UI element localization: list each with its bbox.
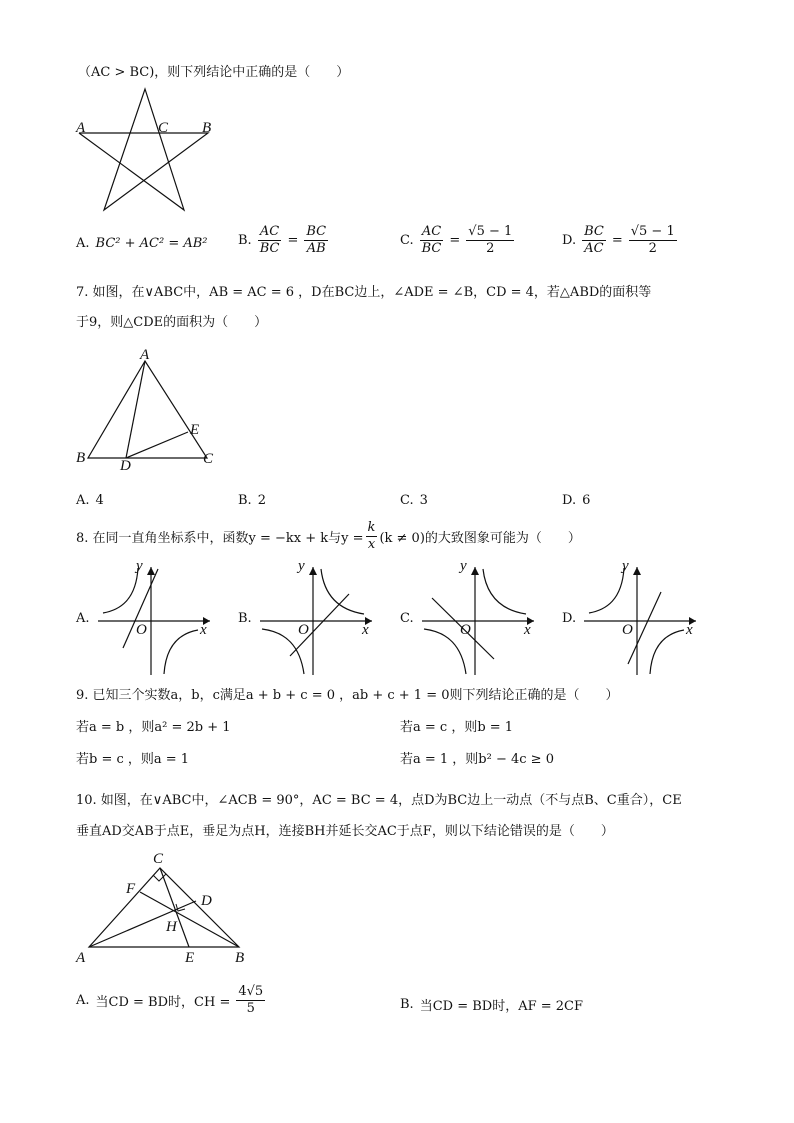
q10-label-c: C bbox=[153, 851, 164, 867]
q10-option-b[interactable]: B. 当CD = BD时，AF = 2CF bbox=[400, 997, 583, 1014]
q10-label-h: H bbox=[166, 919, 177, 935]
svg-text:x: x bbox=[200, 622, 207, 638]
svg-text:y: y bbox=[298, 558, 305, 574]
q8-option-d-letter[interactable]: D. bbox=[562, 611, 577, 626]
q8-option-a-letter[interactable]: A. bbox=[76, 611, 90, 626]
svg-text:O: O bbox=[460, 622, 471, 638]
q7-option-c[interactable]: C. 3 bbox=[400, 493, 428, 508]
svg-text:x: x bbox=[686, 622, 693, 638]
svg-text:O: O bbox=[298, 622, 309, 638]
q6-label-c: C bbox=[158, 120, 169, 136]
svg-text:y: y bbox=[460, 558, 467, 574]
q6-option-c[interactable]: C. $\frac{AC}{BC}$ = $\frac{√5 - 1}{2}$ bbox=[400, 224, 513, 256]
q6-option-d[interactable]: D. $\frac{BC}{AC}$ = $\frac{√5 - 1}{2}$ bbox=[562, 224, 675, 256]
q9-option-c[interactable]: 若b = c ，则a = 1 bbox=[76, 752, 190, 767]
q7-option-b[interactable]: B. 2 bbox=[238, 493, 266, 508]
q9-stem: 9. 已知三个实数a，b，c满足a + b + c = 0 ，ab + c + 1 = 0则下列结论正确的是（ ） bbox=[76, 688, 619, 703]
q8-option-c-letter[interactable]: C. bbox=[400, 611, 414, 626]
q7-label-e: E bbox=[190, 422, 200, 438]
q7-stem-line2: 于9，则△CDE的面积为（ ） bbox=[76, 315, 268, 330]
q7-label-d: D bbox=[120, 458, 131, 474]
q10-label-a: A bbox=[76, 950, 86, 966]
q9-option-a[interactable]: 若a = b ，则a² = 2b + 1 bbox=[76, 720, 231, 735]
svg-text:O: O bbox=[136, 622, 147, 638]
q10-label-d: D bbox=[201, 893, 212, 909]
q7-label-a: A bbox=[140, 347, 150, 363]
q7-option-d[interactable]: D. 6 bbox=[562, 493, 591, 508]
q6-option-b[interactable]: B. $\frac{AC}{BC}$ = $\frac{BC}{AB}$ bbox=[238, 224, 327, 256]
svg-text:y: y bbox=[136, 558, 143, 574]
q10-option-a[interactable]: A. 当CD = BD时，CH = $\frac{4√5}{5}$ bbox=[76, 984, 264, 1016]
q10-stem-line1: 10. 如图，在∨ABC中，∠ACB = 90°，AC = BC = 4，点D为BC边上一动点（不与点B、C重合），CE bbox=[76, 793, 682, 808]
q10-label-f: F bbox=[126, 881, 136, 897]
q8-option-b-letter[interactable]: B. bbox=[238, 611, 252, 626]
svg-text:x: x bbox=[362, 622, 369, 638]
q8-stem: 8. 在同一直角坐标系中，函数y = −kx + k与y = $\frac{k}{x}$ (k ≠ 0)的大致图象可能为（ ） bbox=[76, 520, 581, 552]
svg-text:O: O bbox=[622, 622, 633, 638]
q6-option-a[interactable]: A. BC² + AC² = AB² bbox=[76, 236, 208, 251]
q6-label-b: B bbox=[202, 120, 212, 136]
svg-text:y: y bbox=[622, 558, 629, 574]
q7-label-c: C bbox=[203, 451, 214, 467]
q10-label-e: E bbox=[185, 950, 195, 966]
q7-label-b: B bbox=[76, 450, 86, 466]
q7-stem-line1: 7. 如图，在∨ABC中，AB = AC = 6 ，D在BC边上，∠ADE = ∠B，CD = 4，若△ABD的面积等 bbox=[76, 285, 652, 300]
q10-label-b: B bbox=[235, 950, 245, 966]
q6-label-a: A bbox=[76, 120, 86, 136]
q7-option-a[interactable]: A. 4 bbox=[76, 493, 104, 508]
q6-stem-tail: （AC > BC)，则下列结论中正确的是（ ） bbox=[78, 65, 350, 80]
q9-option-d[interactable]: 若a = 1 ，则b² − 4c ≥ 0 bbox=[400, 752, 554, 767]
svg-text:x: x bbox=[524, 622, 531, 638]
q9-option-b[interactable]: 若a = c ，则b = 1 bbox=[400, 720, 514, 735]
q10-stem-line2: 垂直AD交AB于点E，垂足为点H，连接BH并延长交AC于点F，则以下结论错误的是（ ） bbox=[76, 824, 614, 839]
